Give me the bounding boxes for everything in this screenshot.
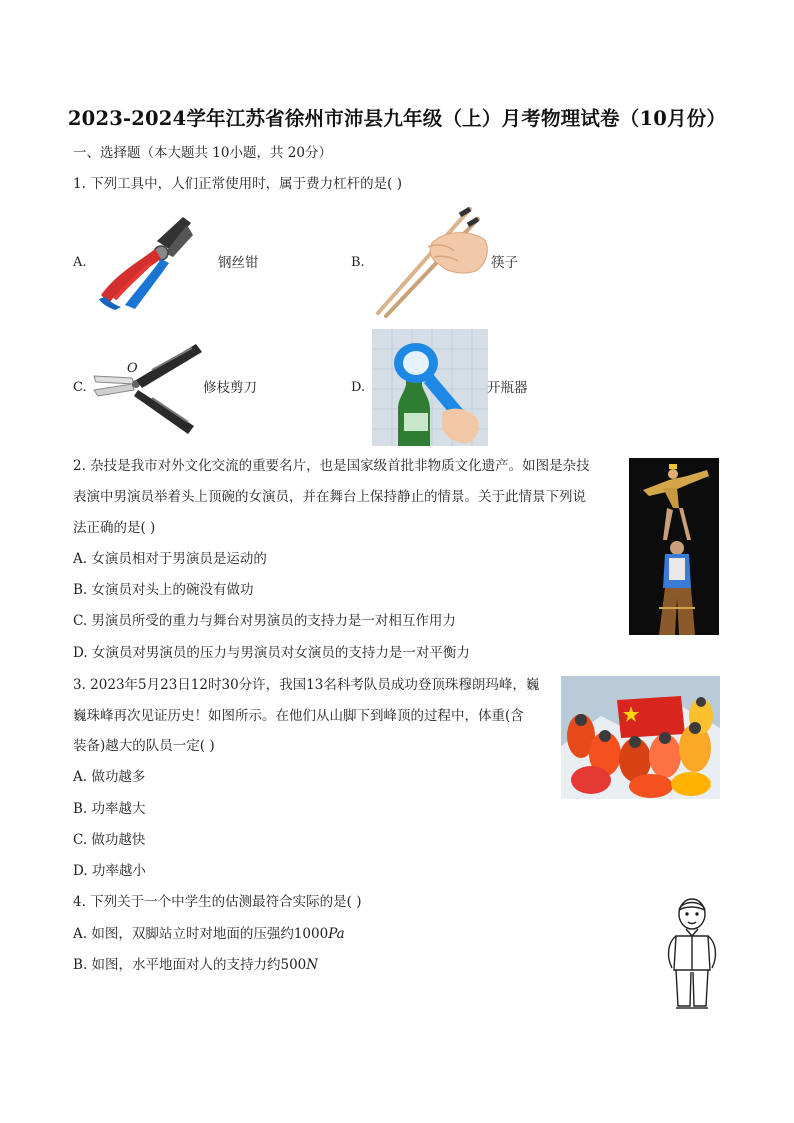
q1-option-a-label: 钢丝钳	[218, 255, 259, 271]
q3-option-b: B. 功率越大	[73, 801, 146, 817]
question-2-stem-line-3: 法正确的是( )	[73, 520, 156, 536]
q1-option-b-letter: B.	[351, 255, 365, 270]
q1-option-c-letter: C.	[73, 380, 87, 395]
q2-option-a: A. 女演员相对于男演员是运动的	[73, 551, 267, 567]
question-3-stem-line-3: 装备)越大的队员一定( )	[73, 738, 215, 754]
question-4-stem: 4. 下列关于一个中学生的估测最符合实际的是( )	[73, 894, 362, 910]
acrobatics-image	[629, 458, 719, 635]
q3-option-a: A. 做功越多	[73, 769, 146, 785]
question-2-stem-line-1: 2. 杂技是我市对外文化交流的重要名片，也是国家级首批非物质文化遗产。如图是杂技	[73, 458, 590, 474]
question-3-stem-line-2: 巍珠峰再次见证历史！如图所示。在他们从山脚下到峰顶的过程中，体重(含	[73, 708, 524, 724]
pivot-label-o: O	[127, 361, 138, 376]
everest-team-image	[561, 676, 720, 799]
q1-option-d-label: 开瓶器	[487, 380, 528, 396]
q1-option-c-label: 修枝剪刀	[203, 380, 257, 396]
q3-option-d: D. 功率越小	[73, 863, 146, 879]
pliers-image	[95, 213, 195, 311]
chopsticks-image	[372, 203, 490, 318]
q4-option-b	[73, 955, 318, 975]
q3-option-c: C. 做功越快	[73, 832, 146, 848]
question-3-stem-line-1: 3. 2023年5月23日12时30分许，我国13名科考队员成功登顶珠穆朗玛峰，巍	[73, 677, 540, 693]
question-2-stem-line-2: 表演中男演员举着头上顶碗的女演员，并在舞台上保持静止的情景。关于此情景下列说	[73, 489, 586, 505]
q1-option-b-label: 筷子	[491, 255, 518, 271]
pruning-shears-image	[92, 338, 204, 436]
q4-option-a-unit: Pa	[328, 926, 345, 942]
q4-option-b-unit: N	[306, 957, 319, 973]
q2-option-b: B. 女演员对头上的碗没有做功	[73, 582, 254, 598]
student-figure-image	[662, 896, 722, 1014]
page-title: 2023-2024学年江苏省徐州市沛县九年级（上）月考物理试卷（10月份）	[67, 107, 727, 130]
q2-option-d: D. 女演员对男演员的压力与男演员对女演员的支持力是一对平衡力	[73, 645, 470, 661]
q4-option-b-text: B. 如图，水平地面对人的支持力约500	[73, 957, 307, 973]
section-heading: 一、选择题（本大题共 10小题，共 20分）	[73, 145, 332, 161]
q1-option-d-letter: D.	[351, 380, 366, 395]
q4-option-a-text: A. 如图，双脚站立时对地面的压强约1000	[73, 926, 329, 942]
bottle-opener-image	[372, 329, 488, 446]
q1-option-a-letter: A.	[73, 255, 87, 270]
q2-option-c: C. 男演员所受的重力与舞台对男演员的支持力是一对相互作用力	[73, 613, 456, 629]
question-1-stem: 1. 下列工具中，人们正常使用时，属于费力杠杆的是( )	[73, 176, 402, 192]
q4-option-a	[73, 924, 345, 944]
